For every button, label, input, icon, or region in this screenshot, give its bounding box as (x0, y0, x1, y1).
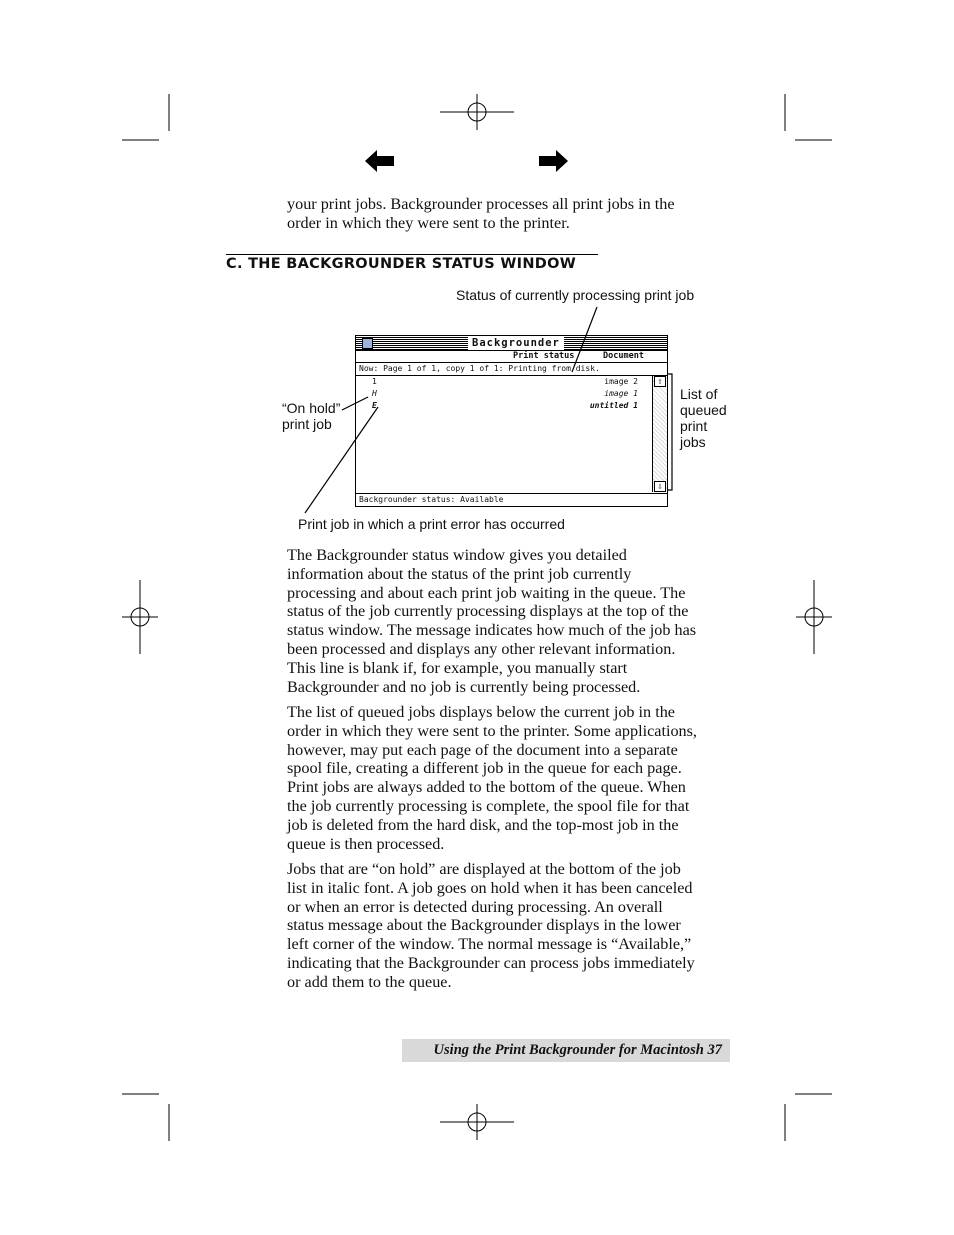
paragraph-line: been processed and displays any other relevant information. (287, 639, 676, 658)
callout-queued-line: jobs (680, 434, 706, 450)
paragraph-line: however, may put each page of the document into a separate (287, 740, 678, 759)
callout-queued-line: print (680, 418, 708, 434)
window-title: Backgrounder (468, 336, 564, 350)
paragraph-line: or add them to the queue. (287, 972, 452, 991)
paragraph-line: The Backgrounder status window gives you detailed (287, 546, 627, 564)
paragraph-line: information about the status of the print job currently (287, 564, 632, 583)
paragraph-line: processing and about each print job waiting in the queue. The (287, 583, 686, 602)
job-status: H (372, 389, 377, 398)
paragraph-line: status message about the Backgrounder displays in the lower (287, 916, 681, 935)
callout-error: Print job in which a print error has occurred (298, 516, 565, 532)
job-document[interactable]: untitled 1 (589, 401, 638, 410)
paragraph-line: order in which they were sent to the printer. Some applications, (287, 721, 697, 740)
paragraph-line: indicating that the Backgrounder can process jobs immediately (287, 953, 695, 972)
paragraph-line: status of the job currently processing displays at the top of the (287, 602, 689, 621)
paragraph-line: spool file, creating a different job in the queue for each page. (287, 759, 682, 778)
paragraph-line: Jobs that are “on hold” are displayed at the bottom of the job (287, 860, 681, 878)
paragraph-line: job is deleted from the hard disk, and the top-most job in the (287, 815, 679, 834)
intro-line: your print jobs. Backgrounder processes all print jobs in the (287, 195, 675, 213)
col-document: Document (603, 351, 644, 361)
paragraph-line: left corner of the window. The normal message is “Available,” (287, 935, 692, 954)
intro-line: order in which they were sent to the printer. (287, 213, 570, 232)
section-heading: C. THE BACKGROUNDER STATUS WINDOW (226, 256, 577, 272)
paragraph (287, 546, 747, 696)
paragraph-line: or when an error is detected during processing. An overall (287, 897, 663, 916)
scroll-up-icon[interactable]: ⇧ (654, 376, 666, 387)
paragraph-line: Backgrounder and no job is currently being processed. (287, 677, 641, 696)
paragraph-line: list in italic font. A job goes on hold when it has been canceled (287, 878, 693, 897)
callout-onhold-line: print job (282, 416, 332, 432)
paragraph (287, 860, 747, 992)
paragraph-line: status window. The message indicates how much of the job has (287, 621, 697, 640)
paragraph-line: This line is blank if, for example, you manually start (287, 658, 628, 677)
callout-status: Status of currently processing print job (456, 287, 695, 303)
paragraph-line: The list of queued jobs displays below the current job in the (287, 703, 675, 721)
backgrounder-status-text: Backgrounder status: Available (359, 495, 504, 504)
callout-queued-line: List of (680, 386, 718, 402)
paragraph (287, 703, 747, 853)
callout-queued-line: queued (680, 402, 727, 418)
current-job-text: Now: Page 1 of 1, copy 1 of 1: Printing from disk. (359, 364, 600, 373)
paragraph-line: the job currently processing is complete, the spool file for that (287, 796, 690, 815)
job-status: E (372, 401, 377, 410)
scroll-down-icon[interactable]: ⇩ (654, 481, 666, 492)
callout-onhold-line: “On hold” (282, 400, 341, 416)
page-footer (402, 1039, 730, 1062)
job-document[interactable]: image 2 (604, 377, 638, 386)
job-document[interactable]: image 1 (604, 389, 638, 398)
paragraph-line: queue is then processed. (287, 834, 445, 853)
footer-text: Using the Print Backgrounder for Macintosh 37 (433, 1042, 722, 1058)
col-print-status: Print status (513, 351, 575, 361)
paragraph-line: Print jobs are always added to the bottom of the queue. When (287, 778, 686, 797)
job-status: 1 (372, 377, 377, 386)
